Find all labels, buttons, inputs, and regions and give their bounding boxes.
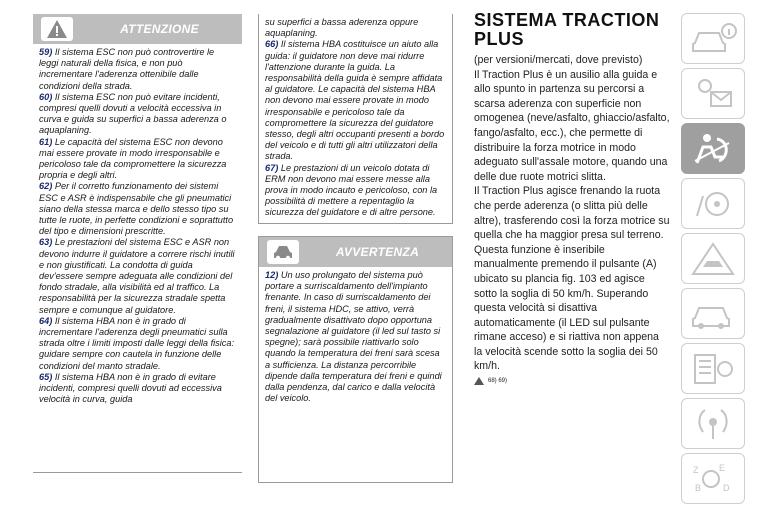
note-number: 12) — [265, 270, 279, 280]
sidebar-tab-4[interactable] — [681, 178, 745, 229]
attention-continued-box — [258, 14, 453, 224]
section-paragraph: Questa funzione è inseribile manualmente premendo il pulsante (A) ubicato su plancia fig. 103 ed agisce sotto la soglia di 50 km/h. Superando questa velocità si disattiva automaticamente (il LED sul pulsante rimane acceso) e si riattiva non appena la velocità scende sotto la soglia dei 50 km/h. — [474, 243, 659, 373]
sidebar-tab-5[interactable] — [681, 233, 745, 284]
section-title — [474, 11, 659, 49]
attention-box — [33, 14, 242, 473]
attention-continued-text — [259, 14, 452, 223]
steering-wheel-icon — [689, 186, 737, 222]
section-title-line1: SISTEMA TRACTION — [474, 10, 660, 30]
section-paragraph: Il Traction Plus è un ausilio alla guida e allo spunto in partenza su percorsi a scarsa aderenza con superficie non omogenea (neve/asfalto, ghiaccio/asfalto, fango/asfalto, ecc.), che permette di distribuire la forza motrice in modo adeguato sull'assale motore, quando una delle due ruote motrici slitta. — [474, 68, 670, 183]
sidebar-tab-1[interactable] — [681, 13, 745, 64]
note-paragraph — [39, 237, 236, 315]
note-paragraph — [39, 372, 236, 406]
svg-text:D: D — [723, 482, 730, 493]
maintenance-list-icon — [689, 351, 737, 387]
car-service-icon — [689, 296, 737, 332]
svg-text:B: B — [695, 482, 702, 493]
attention-continued-lead: su superfici a bassa aderenza oppure aquaplaning. — [265, 17, 419, 39]
note-text: Il sistema HBA non è in grado di evitare incidenti, compresi quelli dovuti ad eccessiva velocità in curva, guida — [39, 371, 222, 405]
note-text: Le capacità del sistema ESC non devono mai essere provate in modo irresponsabile e pericoloso tale da compromettere la sicurezza propria e degli altri. — [39, 136, 227, 181]
note-text: Per il corretto funzionamento dei sistemi ESC e ASR è indispensabile che gli pneumatici siano della stessa marca e dello stesso tipo su tutte le ruote, in perfette condizioni e soprattutto del tipo e dimensioni prescritte. — [39, 181, 234, 237]
note-number: 62) — [39, 181, 53, 192]
note-number: 60) — [39, 91, 53, 102]
note-text: Il sistema ESC non può controvertire le leggi naturali della fisica, e non può incrementare l'aderenza ottenibile dalle condizioni della strada. — [39, 47, 215, 91]
sidebar-tab-9[interactable] — [681, 453, 745, 504]
sidebar-tab-3[interactable] — [681, 123, 745, 174]
attention-header — [33, 14, 242, 44]
attention-text — [33, 44, 242, 410]
note-paragraph — [39, 316, 236, 372]
sidebar-tab-8[interactable] — [681, 398, 745, 449]
note-text: Il sistema HBA non è in grado di incrementare l'aderenza degli pneumatici sulla strada oltre i limiti imposti dalle leggi della fisica: guidare sempre con cautela in funzione delle condizioni del manto stradale. — [39, 315, 235, 371]
warning-ref-icon — [474, 377, 484, 385]
sidebar-tab-6[interactable] — [681, 288, 745, 339]
note-number: 59) — [39, 47, 53, 57]
warning-ref-text: 68) 69) — [488, 378, 508, 385]
svg-text:E: E — [719, 462, 726, 473]
warning-triangle-icon — [41, 17, 73, 41]
car-info-icon — [689, 21, 737, 57]
note-paragraph — [265, 39, 446, 162]
warning-text — [259, 267, 452, 408]
svg-text:Z: Z — [693, 464, 699, 475]
section-title-line2: PLUS — [474, 29, 525, 49]
section-body — [474, 53, 670, 385]
note-number: 61) — [39, 136, 53, 147]
index-alphabet-icon — [689, 461, 737, 497]
note-number: 64) — [39, 315, 53, 326]
sidebar-tab-7[interactable] — [681, 343, 745, 394]
note-text: Le prestazioni di un veicolo dotata di ERM non devono mai essere messe alla prova in modo incauto e pericoloso, con la possibilità di mettere a repentaglio la sicurezza del guidatore e di altre persone. — [265, 162, 438, 218]
note-number: 63) — [39, 237, 53, 248]
warning-refs — [474, 377, 670, 385]
note-paragraph — [39, 92, 236, 137]
warning-box — [258, 236, 453, 483]
note-number: 66) — [265, 39, 279, 50]
note-text: Le prestazioni del sistema ESC e ASR non devono indurre il guidatore a correre rischi inutili e non giustificati. La condotta di guida dev'essere sempre adeguata alle condizioni del fondo stradale, alla visibilità ed al traffico. La responsabilità per la sicurezza stradale spetta sempre e comunque al guidatore. — [39, 237, 235, 315]
safety-airbag-icon — [689, 131, 737, 167]
note-text: Il sistema ESC non può evitare incidenti, compresi quelli dovuti a velocità eccessiva in curva e guida su superfici a bassa aderenza o aquaplaning. — [39, 91, 227, 136]
warning-header — [259, 237, 452, 267]
section-paragraph: (per versioni/mercati, dove previsto) — [474, 54, 643, 66]
sidebar-tabs — [681, 13, 745, 508]
note-paragraph — [39, 137, 236, 182]
multimedia-icon — [689, 406, 737, 442]
note-paragraph — [265, 270, 446, 404]
warning-title: AVVERTENZA — [335, 245, 420, 259]
section-paragraph: Il Traction Plus agisce frenando la ruota che perde aderenza (o slitta più delle altre), trasferendo così la forza motrice su quella che ha maggior presa sul terreno. — [474, 185, 670, 242]
attention-title: ATTENZIONE — [120, 22, 199, 36]
note-paragraph — [265, 163, 446, 219]
note-text: Il sistema HBA costituisce un aiuto alla guida: il guidatore non deve mai ridurre l'attenzione durante la guida. La responsabilità della guida è sempre affidata al guidatore. Le capacità del sistema HBA non devono mai essere provate in modo irresponsabile e pericoloso tale da compromettere la sicurezza del guidatore stesso, degli altri occupanti presenti a bordo del veicolo e di tutti gli altri utilizzatori della strada. — [265, 39, 445, 162]
note-number: 67) — [265, 162, 279, 173]
note-paragraph — [39, 47, 236, 92]
note-paragraph — [39, 181, 236, 237]
warning-road-icon — [689, 241, 737, 277]
dashboard-lights-icon — [689, 76, 737, 112]
note-number: 65) — [39, 371, 53, 382]
car-warning-icon — [267, 240, 299, 264]
sidebar-tab-2[interactable] — [681, 68, 745, 119]
note-text: Un uso prolungato del sistema può portare a surriscaldamento dell'impianto frenante. In caso di surriscaldamento dei freni, il sistema HDC, se attivo, verrà gradualmente disattivato dopo opportuna segnalazione al guidatore (il led sul tasto si spegne); sarà possibile riattivarlo solo quando la temperatura dei freni sarà scesa a sufficienza. La distanza percorribile dipende dalla temperatura dei freni e quindi dalla pendenza, dal carico e dalla velocità del veicolo. — [265, 270, 442, 404]
